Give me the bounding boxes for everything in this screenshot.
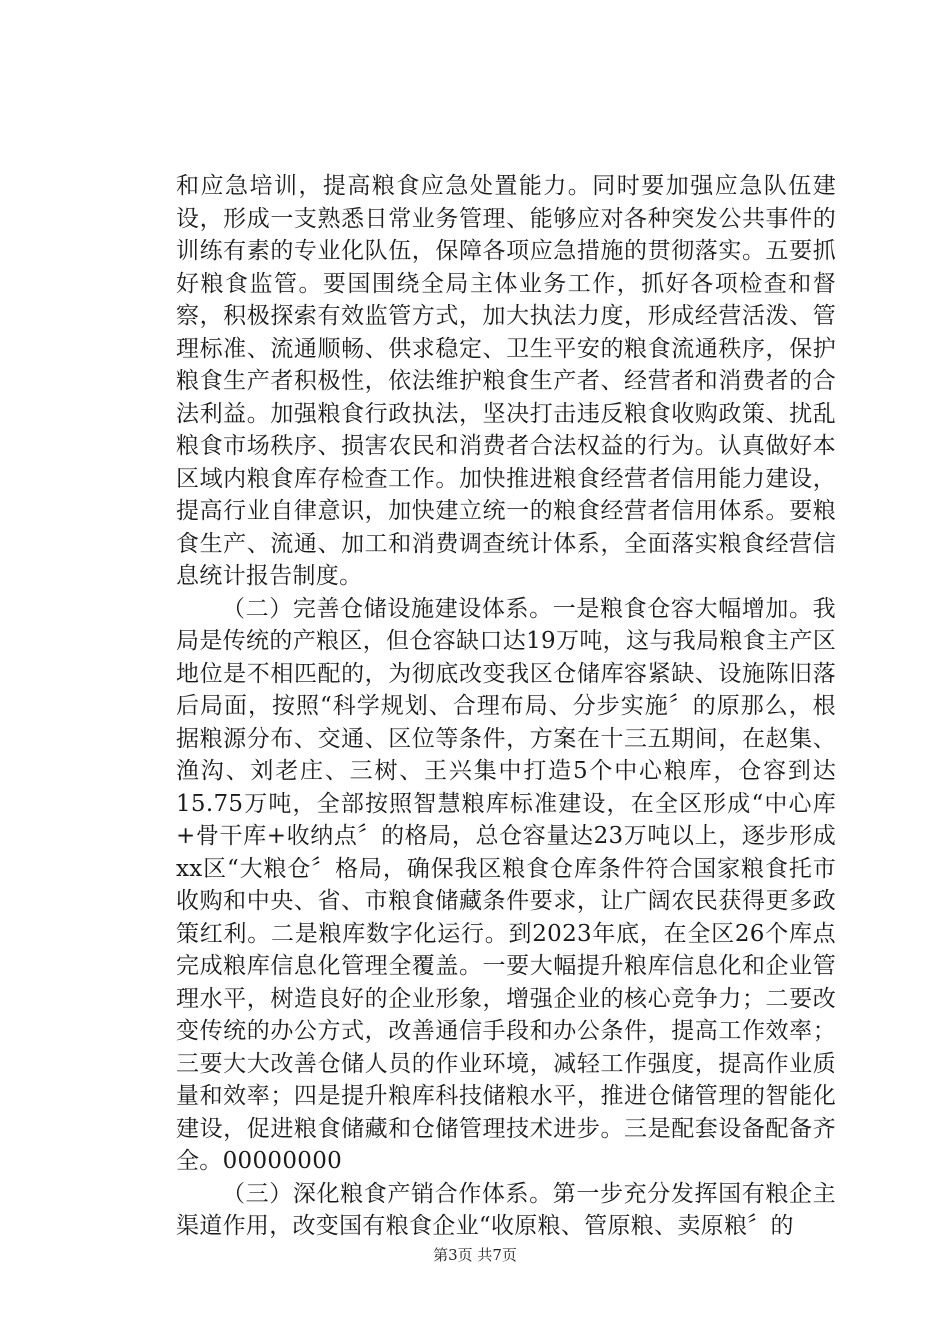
paragraph-storage-facilities: （二）完善仓储设施建设体系。一是粮食仓容大幅增加。我局是传统的产粮区，但仓容缺口达19万吨，这与我局粮食主产区地位是不相匹配的，为彻底改变我区仓储库容紧缺、设施陈旧落后局面，按照“科学规划、合理布局、分步实施〞的原那么，根据粮源分布、交通、区位等条件，方案在十三五期间，在赵集、渔沟、刘老庄、三树、王兴集中打造5个中心粮库，仓容到达15.75万吨，全部按照智慧粮库标准建设，在全区形成“中心库+骨干库+收纳点〞的格局，总仓容量达23万吨以上，逐步形成xx区“大粮仓〞格局，确保我区粮食仓库条件符合国家粮食托市收购和中央、省、市粮食储藏条件要求，让广阔农民获得更多政策红利。二是粮库数字化运行。到2023年底，在全区26个库点完成粮库信息化管理全覆盖。一要大幅提升粮库信息化和企业管理水平，树造良好的企业形象，增强企业的核心竞争力；二要改变传统的办公方式，改善通信手段和办公条件，提高工作效率；三要大大改善仓储人员的作业环境，减轻工作强度，提高作业质量和效率；四是提升粮库科技储粮水平，推进仓储管理的智能化建设，促进粮食储藏和仓储管理技术进步。三是配套设备配备齐全。00000000 [176, 595, 836, 1174]
document-body [176, 170, 836, 1243]
paragraph-continuation: 和应急培训，提高粮食应急处置能力。同时要加强应急队伍建设，形成一支熟悉日常业务管理、能够应对各种突发公共事件的训练有素的专业化队伍，保障各项应急措施的贯彻落实。五要抓好粮食监管。要国围绕全局主体业务工作，抓好各项检查和督察，积极探索有效监管方式，加大执法力度，形成经营活泼、管理标准、流通顺畅、供求稳定、卫生平安的粮食流通秩序，保护粮食生产者积极性，依法维护粮食生产者、经营者和消费者的合法利益。加强粮食行政执法，坚决打击违反粮食收购政策、扰乱粮食市场秩序、损害农民和消费者合法权益的行为。认真做好本区域内粮食库存检查工作。加快推进粮食经营者信用能力建设，提高行业自律意识，加快建立统一的粮食经营者信用体系。要粮食生产、流通、加工和消费调查统计体系，全面落实粮食经营信息统计报告制度。 [176, 173, 836, 589]
paragraph-production-sales: （三）深化粮食产销合作体系。第一步充分发挥国有粮企主渠道作用，改变国有粮食企业“收原粮、管原粮、卖原粮〞的 [176, 1180, 836, 1239]
page-number-footer: 第3页 共7页 [433, 1246, 517, 1264]
